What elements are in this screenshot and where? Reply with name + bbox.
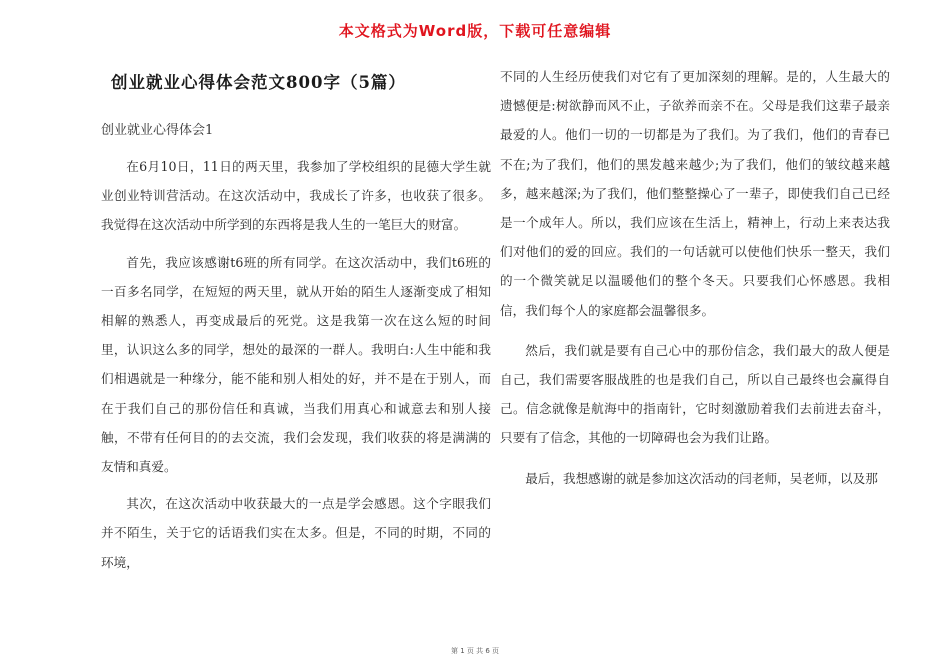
paragraph: 然后，我们就是要有自己心中的那份信念，我们最大的敌人便是自己，我们需要客服战胜的也是我们自己，所以自己最终也会赢得自己。信念就像是航海中的指南针，它时刻激励着我们去前进去奋斗，只要有了信念，其他的一切障碍也会为我们让路。 <box>500 342 890 446</box>
document-title: 创业就业心得体会范文800字（5篇） <box>111 73 406 92</box>
paragraph: 其次，在这次活动中收获最大的一点是学会感恩。这个字眼我们并不陌生，关于它的话语我们实在太多。但是，不同的时期，不同的环境， <box>101 496 491 570</box>
right-column <box>500 62 890 493</box>
paragraph: 首先，我应该感谢t6班的所有同学。在这次活动中，我们t6班的一百多名同学，在短短的两天里，就从开始的陌生人逐渐变成了相知相解的熟悉人，再变成最后的死党。这是我第一次在这么短的时间里，认识这么多的同学，想处的最深的一群人。我明白:人生中能和我们相遇就是一种缘分，能不能和别人相处的好，并不是在于别人，而在于我们自己的那份信任和真诚，当我们用真心和诚意去和别人接触，不带有任何目的的去交流，我们会发现，我们收获的将是满满的友情和真爱。 <box>101 254 491 475</box>
paragraph: 不同的人生经历使我们对它有了更加深刻的理解。是的，人生最大的遗憾便是:树欲静而风不止，子欲养而亲不在。父母是我们这辈子最亲最爱的人。他们一切的一切都是为了我们。为了我们，他们的青春已不在;为了我们，他们的黑发越来越少;为了我们，他们的皱纹越来越多，越来越深;为了我们，他们整整操心了一辈子，即使我们自己已经是一个成年人。所以，我们应该在生活上，精神上，行动上来表达我们对他们的爱的回应。我们的一句话就可以使他们快乐一整天，我们的一个微笑就足以温暖他们的整个冬天。只要我们心怀感恩。我相信，我们每个人的家庭都会温馨很多。 <box>500 69 890 318</box>
paragraph: 在6月10日，11日的两天里，我参加了学校组织的昆德大学生就业创业特训营活动。在这次活动中，我成长了许多，也收获了很多。我觉得在这次活动中所学到的东西将是我人生的一笔巨大的财富。 <box>101 159 491 233</box>
section-subheading: 创业就业心得体会1 <box>101 123 214 138</box>
left-column <box>101 62 491 577</box>
paragraph: 最后，我想感谢的就是参加这次活动的闫老师，吴老师，以及那 <box>525 470 878 486</box>
format-banner: 本文格式为Word版，下载可任意编辑 <box>338 22 612 40</box>
page-footer: 第 1 页 共 6 页 <box>450 647 500 655</box>
